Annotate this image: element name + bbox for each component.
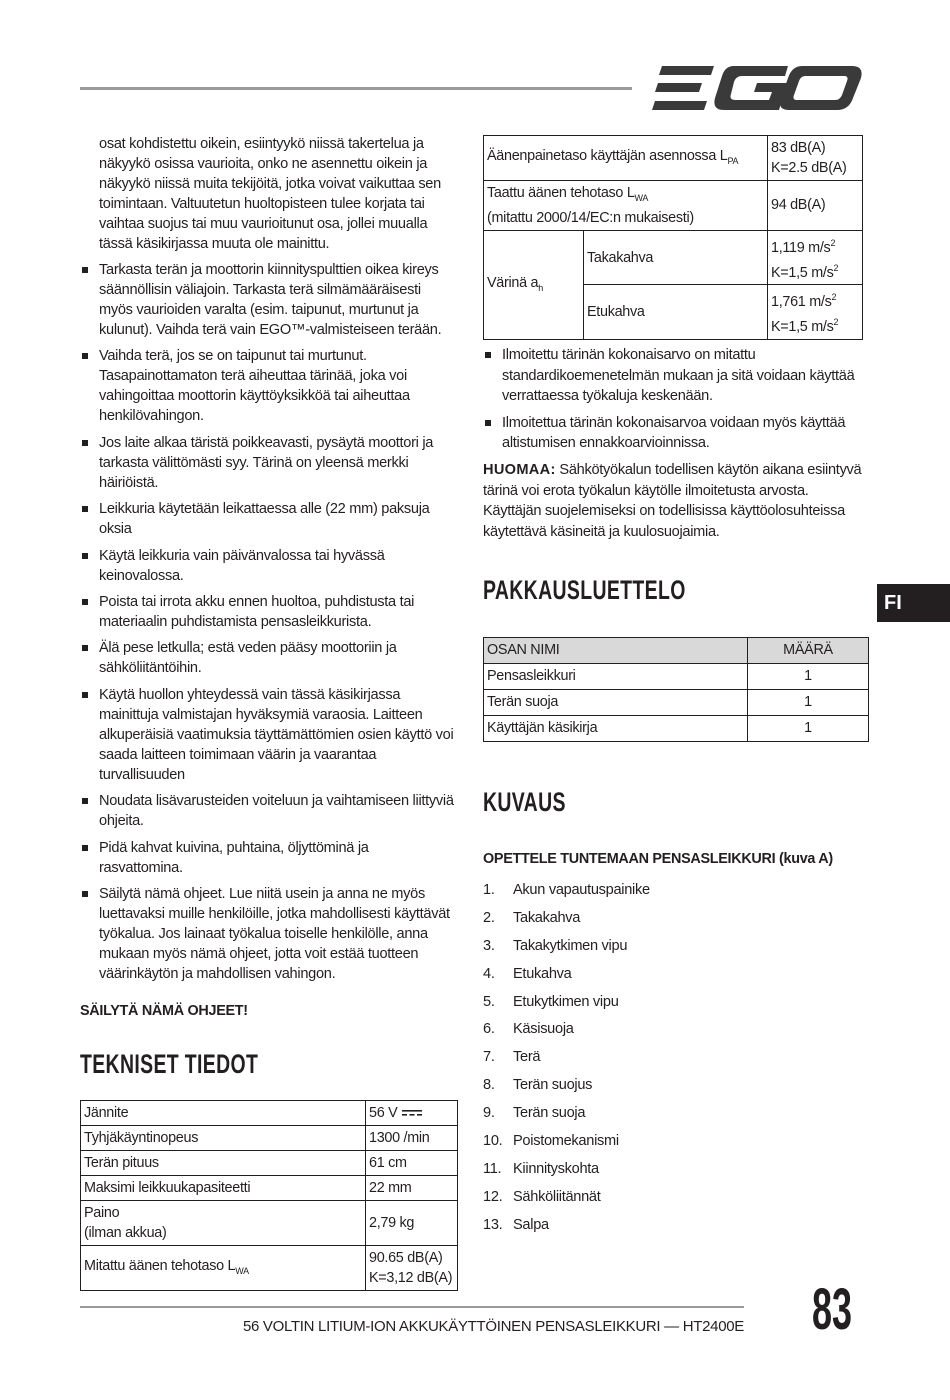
description-heading: KUVAUS — [483, 787, 566, 817]
table-row — [81, 1151, 458, 1176]
bullet-icon — [82, 267, 88, 273]
list-item: 1. Akun vapautuspainike — [483, 882, 650, 898]
footer-rule — [80, 1306, 744, 1308]
table-cell: 61 cm — [366, 1151, 458, 1176]
column-header: MÄÄRÄ — [748, 638, 869, 664]
bullet-icon — [82, 599, 88, 605]
bullet-icon — [82, 553, 88, 559]
list-item: Noudata lisävarusteiden voiteluun ja vaihtamiseen liittyviä ohjeita. — [80, 791, 455, 831]
list-item: 8. Terän suojus — [483, 1077, 593, 1094]
bullet-icon — [485, 352, 491, 358]
parts-list-wrap — [483, 880, 863, 1243]
list-item: Poista tai irrota akku ennen huoltoa, puhdistusta tai materiaalin puhdistamista pensasleikkurista. — [80, 592, 455, 632]
table-cell: 1 — [748, 716, 869, 742]
footer-title: 56 VOLTIN LITIUM-ION AKKUKÄYTTÖINEN PENSASLEIKKURI — HT2400E — [242, 1318, 744, 1335]
table-cell: Etukahva — [584, 285, 768, 340]
table-cell: Takakahva — [584, 230, 768, 285]
table-row — [484, 136, 863, 181]
bullet-icon — [82, 891, 88, 897]
header-rule — [80, 87, 632, 90]
left-column — [80, 134, 455, 1021]
table-cell: Maksimi leikkuukapasiteetti — [81, 1176, 366, 1201]
table-cell: Äänenpainetaso käyttäjän asennossa $L_{PA}$ — [484, 136, 768, 181]
table-row — [484, 181, 863, 231]
list-item: Leikkuria käytetään leikattaessa alle (22 mm) paksuja oksia — [80, 499, 455, 539]
table-cell: 1300 /min — [366, 1126, 458, 1151]
ego-logo — [652, 64, 862, 112]
acoustic-table — [483, 135, 863, 340]
parts-list — [483, 880, 863, 1243]
bullet-icon — [82, 506, 88, 512]
list-item: Säilytä nämä ohjeet. Lue niitä usein ja anna ne myös luettavaksi muille henkilöille, jotka mahdollisesti käyttävät työkalua. Jos lainaat työkalua toiselle henkilölle, anna mukaan myös nämä ohjeet, jotta voit estää tuotteen väärinkäytön ja mahdollisen vahingon. — [80, 884, 455, 984]
page-number: 83 — [812, 1277, 852, 1342]
intro-paragraph: osat kohdistettu oikein, esiintyykö niissä takertelua ja näkyykö osissa vaurioita, onko ne asennettu oikein ja näkyykö niissä muita tekijöitä, jotka voivat vaikuttaa sen toimintaan. Valtuutetun huoltopisteen tulee korjata tai vaihtaa suojus tai muu vaurioitunut osa, jollei muualla tässä käsikirjassa muuta ole mainittu. — [99, 136, 441, 252]
list-item: Käytä leikkuria vain päivänvalossa tai hyvässä keinovalossa. — [80, 546, 455, 586]
tech-specs-table — [80, 1100, 458, 1291]
bullet-icon — [82, 645, 88, 651]
table-cell: 1 — [748, 690, 869, 716]
description-subheading: OPETTELE TUNTEMAAN PENSASLEIKKURI (kuva A) — [483, 851, 833, 867]
list-item: 12. Sähköliitännät — [483, 1188, 601, 1205]
list-item: Älä pese letkulla; estä veden pääsy moottoriin ja sähköliitäntöihin. — [80, 638, 455, 678]
list-item: 2. Takakahva — [483, 909, 581, 926]
table-row — [484, 230, 863, 285]
table-cell: Värinä $a_h$ — [484, 230, 584, 339]
vibration-notes — [483, 345, 863, 542]
list-item: 5. Etukytkimen vipu — [483, 993, 619, 1010]
list-item: 11. Kiinnityskohta — [483, 1160, 599, 1177]
list-item: Pidä kahvat kuivina, puhtaina, öljyttöminä ja rasvattomina. — [80, 838, 455, 878]
table-cell: Jännite — [81, 1101, 366, 1126]
table-cell: Paino (ilman akkua) — [81, 1201, 366, 1246]
list-item: Ilmoitettu tärinän kokonaisarvo on mitattu standardikoemenetelmän mukaan ja sitä voidaan käyttää verrattaessa työkaluja keskenään. — [483, 345, 863, 407]
dc-symbol-icon — [401, 1109, 423, 1117]
packing-table — [483, 637, 869, 742]
list-item: 9. Terän suoja — [483, 1105, 586, 1122]
table-cell: Pensasleikkuri — [484, 664, 748, 690]
table-row — [81, 1101, 458, 1126]
table-cell: Terän pituus — [81, 1151, 366, 1176]
list-item: 7. Terä — [483, 1049, 541, 1066]
table-cell: 94 dB(A) — [768, 181, 863, 231]
tech-specs-table-wrap — [80, 1100, 458, 1291]
table-row — [484, 690, 869, 716]
list-item: 13. Salpa — [483, 1216, 549, 1233]
table-row — [81, 1246, 458, 1291]
table-row — [484, 716, 869, 742]
table-cell: Käyttäjän käsikirja — [484, 716, 748, 742]
acoustic-table-wrap — [483, 135, 863, 340]
packing-table-wrap — [483, 637, 869, 742]
maintenance-list — [80, 260, 455, 984]
table-header-row — [484, 638, 869, 664]
table-cell: 22 mm — [366, 1176, 458, 1201]
packing-list-heading: PAKKAUSLUETTELO — [483, 575, 686, 605]
list-item: Vaihda terä, jos se on taipunut tai murtunut. Tasapainottamaton terä aiheuttaa tärinää, joka voi vahingoittaa moottorin käyttöyksikköä tai aiheuttaa henkilövahingon. — [80, 346, 455, 426]
table-row — [81, 1201, 458, 1246]
table-cell: 2,79 kg — [366, 1201, 458, 1246]
table-row — [484, 664, 869, 690]
bullet-icon — [82, 845, 88, 851]
table-cell: 1,119 $m/s^2$ K=1,5 $m/s^2$ — [768, 230, 863, 285]
table-row — [81, 1126, 458, 1151]
list-item: Käytä huollon yhteydessä vain tässä käsikirjassa mainittuja valmistajan hyväksymiä varaosia. Laitteen alkuperäisiä vaatimuksia täyttämättömien osien käyttö voi saada laitteen toimimaan väärin ja vaarantaa turvallisuuden — [80, 685, 455, 785]
table-cell: Terän suoja — [484, 690, 748, 716]
table-cell: Tyhjäkäyntinopeus — [81, 1126, 366, 1151]
bullet-icon — [82, 353, 88, 359]
table-cell: 1,761 $m/s^2$ K=1,5 $m/s^2$ — [768, 285, 863, 340]
table-cell: 1 — [748, 664, 869, 690]
save-instructions-note: SÄILYTÄ NÄMÄ OHJEET! — [80, 1002, 248, 1019]
list-item: Ilmoitettua tärinän kokonaisarvoa voidaan myös käyttää altistumisen ennakkoarvioinnissa. — [483, 413, 863, 454]
list-item: 4. Etukahva — [483, 965, 572, 982]
list-item: 6. Käsisuoja — [483, 1021, 574, 1038]
note-paragraph: HUOMAA: Sähkötyökalun todellisen käytön aikana esiintyvä tärinä voi erota työkalun käytölle ilmoitetusta arvosta. Käyttäjän suojelemiseksi on todellisissa käyttöolosuhteissa käytettävä käsineitä ja kuulosuojaimia. — [483, 462, 862, 540]
bullet-icon — [82, 798, 88, 804]
table-cell: 56 V — [366, 1101, 458, 1126]
table-cell: Mitattu äänen tehotaso $L_{WA}$ — [81, 1246, 366, 1291]
table-cell: 83 dB(A) K=2.5 dB(A) — [768, 136, 863, 181]
list-item: 10. Poistomekanismi — [483, 1133, 619, 1150]
tech-specs-heading: TEKNISET TIEDOT — [80, 1049, 259, 1079]
table-cell: 90.65 dB(A) K=3,12 dB(A) — [366, 1246, 458, 1291]
bullet-icon — [485, 420, 491, 426]
list-item: Jos laite alkaa täristä poikkeavasti, pysäytä moottori ja tarkasta välittömästi syy. Tärinä on yleensä merkki häiriöistä. — [80, 433, 455, 493]
language-tab-fi: FI — [877, 584, 950, 622]
vibration-list — [483, 345, 863, 454]
bullet-icon — [82, 692, 88, 698]
column-header: OSAN NIMI — [484, 638, 748, 664]
bullet-icon — [82, 440, 88, 446]
note-label: HUOMAA: — [483, 462, 556, 479]
list-item: Tarkasta terän ja moottorin kiinnityspulttien oikea kireys säännöllisin väliajoin. Tarkasta terä silmämääräisesti myös vaurioiden varalta (esim. taipunut, murtunut ja kulunut). Vaihda terä vain EGO™-valmisteiseen terään. — [80, 260, 455, 340]
table-row — [81, 1176, 458, 1201]
list-item: 3. Takakytkimen vipu — [483, 937, 628, 954]
table-cell: Taattu äänen tehotaso $L_{WA}$ (mitattu 2000/14/EC:n mukaisesti) — [484, 181, 768, 231]
